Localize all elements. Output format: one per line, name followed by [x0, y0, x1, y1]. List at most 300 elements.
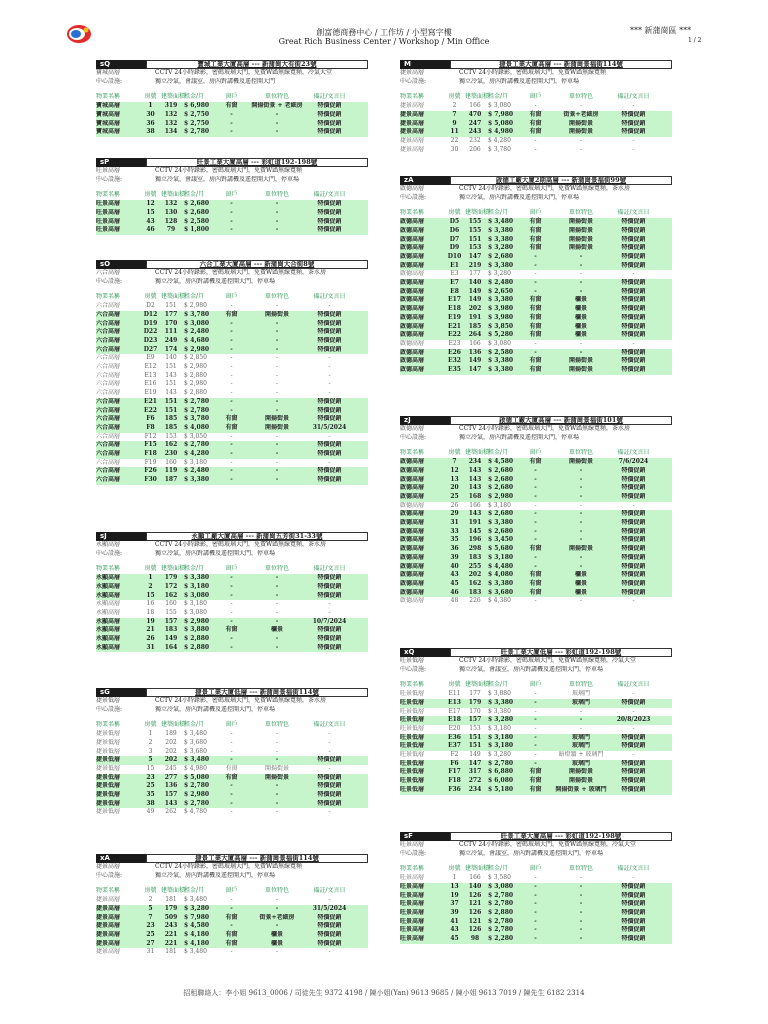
table-row[interactable]: [400, 734, 672, 743]
table-cell: 特價促銷: [621, 579, 646, 587]
table-row[interactable]: [400, 716, 672, 725]
table-row[interactable]: [400, 597, 672, 606]
table-row[interactable]: [400, 236, 672, 245]
table-cell: 48: [450, 597, 459, 605]
table-cell: -: [275, 200, 279, 208]
table-cell: 六合高層: [96, 310, 121, 318]
table-cell: -: [534, 519, 537, 527]
table-row[interactable]: [96, 102, 368, 111]
center-facility-label: 中心設施:: [400, 77, 427, 85]
table-cell: E21: [448, 322, 461, 330]
table-row[interactable]: [400, 768, 672, 777]
table-cell: 特價促銷: [621, 935, 646, 943]
table-row[interactable]: [400, 918, 672, 927]
facility-value: CCTV 24小時錄影，密碼玻璃大門，免費Wifi無線寬頻，茶水房: [155, 269, 327, 276]
table-cell: 旺景低層: [400, 759, 425, 767]
table-row[interactable]: [96, 328, 368, 337]
table-cell: 特價促銷: [317, 200, 342, 208]
block-code: xA: [96, 854, 146, 863]
table-cell: 172: [164, 582, 178, 590]
table-cell: -: [632, 145, 635, 153]
table-row[interactable]: [400, 270, 672, 279]
table-cell: $ 3,780: [184, 415, 210, 423]
table-cell: 特價促銷: [621, 562, 646, 570]
table-cell: 140: [468, 882, 482, 890]
table-row[interactable]: [96, 635, 368, 644]
table-cell: -: [328, 432, 331, 440]
table-cell: 509: [164, 913, 178, 921]
table-cell: -: [632, 690, 635, 698]
table-cell: -: [275, 432, 279, 440]
table-row[interactable]: [400, 935, 672, 944]
table-row[interactable]: [400, 137, 672, 146]
table-row[interactable]: [400, 892, 672, 901]
table-cell: 特價促銷: [621, 348, 646, 356]
table-cell: $ 4,180: [184, 939, 210, 947]
table-row[interactable]: [400, 563, 672, 572]
table-row[interactable]: [96, 450, 368, 459]
center-facility-value: 獨立冷氣，房內對講機及遙控開大門，停車場: [459, 433, 580, 441]
table-cell: $ 5,280: [488, 331, 514, 339]
table-row[interactable]: [400, 262, 672, 271]
table-cell: 有窗: [225, 930, 238, 938]
table-cell: $ 2,780: [488, 891, 514, 899]
building-name: 捷景工業大廈低層 --- 新蒲崗景福街114號: [146, 688, 368, 697]
table-cell: 六合高層: [96, 423, 121, 431]
table-cell: 185: [164, 423, 178, 431]
table-row[interactable]: [400, 900, 672, 909]
block-header: [96, 532, 368, 541]
table-cell: $ 3,380: [184, 476, 210, 484]
table-row[interactable]: [96, 765, 368, 774]
table-cell: 179: [164, 904, 178, 912]
table-cell: 153: [469, 724, 481, 732]
table-row[interactable]: [96, 592, 368, 601]
center-facility-value: 獨立冷氣，房內對講機及遙控開大門，停車場: [155, 871, 276, 879]
table-cell: 特價促銷: [317, 110, 342, 118]
table-row[interactable]: [400, 146, 672, 155]
table-cell: E19: [448, 313, 461, 321]
table-row[interactable]: [96, 644, 368, 653]
table-row[interactable]: [96, 415, 368, 424]
table-row[interactable]: [400, 777, 672, 786]
table-row[interactable]: [96, 626, 368, 635]
column-header: 物業名稱: [400, 93, 425, 101]
table-cell: 45: [450, 579, 459, 587]
table-row[interactable]: [400, 314, 672, 323]
table-cell: 22: [450, 136, 459, 144]
table-cell: $ 3,480: [184, 896, 207, 904]
table-row[interactable]: [96, 218, 368, 227]
table-row[interactable]: [400, 519, 672, 528]
table-row[interactable]: [96, 363, 368, 372]
table-cell: -: [632, 724, 635, 732]
table-cell: $ 2,780: [184, 128, 210, 136]
table-cell: $ 4,280: [488, 136, 511, 144]
table-cell: E13: [144, 371, 157, 379]
block-code: sJ: [96, 532, 146, 541]
table-cell: 特價促銷: [317, 913, 342, 921]
table-row[interactable]: [400, 296, 672, 305]
column-header: 單位特色: [264, 721, 289, 729]
table-cell: 221: [164, 939, 178, 947]
table-row[interactable]: [400, 128, 672, 137]
table-cell: 155: [468, 218, 482, 226]
center-facility-line: [400, 850, 672, 859]
table-cell: 255: [468, 562, 482, 570]
table-cell: 202: [165, 747, 177, 755]
table-row[interactable]: [96, 914, 368, 923]
table-cell: -: [579, 519, 583, 527]
table-cell: E8: [450, 287, 459, 295]
table-row[interactable]: [96, 931, 368, 940]
table-row[interactable]: [400, 467, 672, 476]
table-cell: -: [230, 450, 233, 458]
table-cell: -: [579, 501, 583, 509]
table-cell: 181: [165, 896, 177, 904]
table-cell: E18: [448, 716, 461, 724]
center-facility-label: 中心設施:: [96, 175, 123, 183]
table-row[interactable]: [96, 791, 368, 800]
table-row[interactable]: [96, 774, 368, 783]
table-cell: D9: [449, 244, 460, 252]
table-cell: $ 2,880: [488, 908, 514, 916]
table-row[interactable]: [400, 331, 672, 340]
table-cell: 35: [146, 791, 155, 799]
table-cell: -: [632, 707, 635, 715]
column-header: 單位特色: [568, 681, 593, 689]
table-row[interactable]: [96, 398, 368, 407]
table-cell: 旺景低層: [400, 716, 425, 724]
center-facility-value: 獨立冷氣，房內對講機及遙控開大門，停車場: [459, 193, 580, 201]
table-row[interactable]: [96, 311, 368, 320]
table-cell: -: [230, 354, 233, 362]
table-cell: -: [534, 900, 537, 908]
table-row[interactable]: [96, 782, 368, 791]
table-cell: 2: [148, 896, 153, 904]
table-row[interactable]: [400, 323, 672, 332]
table-cell: -: [230, 747, 233, 755]
table-row[interactable]: [400, 874, 672, 883]
table-cell: $ 3,850: [488, 322, 514, 330]
facility-line: [400, 425, 672, 434]
table-row[interactable]: [96, 922, 368, 931]
table-cell: -: [275, 467, 279, 475]
table-cell: 永顯高層: [96, 600, 121, 608]
table-row[interactable]: [400, 786, 672, 795]
table-cell: 特價促銷: [621, 218, 646, 226]
table-row[interactable]: [400, 493, 672, 502]
table-cell: $ 7,980: [488, 110, 514, 118]
table-row[interactable]: [96, 226, 368, 235]
column-header: 備註/文言日: [313, 565, 346, 573]
table-row[interactable]: [96, 372, 368, 381]
table-cell: E36: [448, 733, 461, 741]
table-row[interactable]: [96, 905, 368, 914]
column-header: 房號: [144, 191, 157, 199]
table-row[interactable]: [96, 424, 368, 433]
table-row[interactable]: [96, 748, 368, 757]
table-cell: 特價促銷: [621, 900, 646, 908]
table-cell: 特價促銷: [317, 791, 342, 799]
table-cell: -: [275, 635, 279, 643]
table-row[interactable]: [96, 940, 368, 949]
table-row[interactable]: [400, 580, 672, 589]
table-row[interactable]: [400, 536, 672, 545]
table-row[interactable]: [400, 699, 672, 708]
table-cell: 特價促銷: [317, 397, 342, 405]
table-cell: 317: [468, 768, 482, 776]
table-cell: 永顯高層: [96, 635, 121, 643]
facility-label: 捷景高層: [400, 69, 425, 76]
center-facility-label: 中心設施:: [96, 549, 123, 557]
table-cell: 啟德高層: [400, 296, 425, 304]
column-header: 物業名稱: [400, 209, 425, 217]
table-row[interactable]: [96, 407, 368, 416]
table-row[interactable]: [400, 305, 672, 314]
table-cell: -: [230, 328, 233, 336]
table-cell: 有窗: [529, 244, 542, 252]
table-row[interactable]: [400, 909, 672, 918]
column-header: 租金/月: [184, 191, 205, 199]
table-cell: E17: [448, 707, 461, 715]
table-cell: -: [632, 136, 635, 144]
table-row[interactable]: [96, 574, 368, 583]
table-cell: 206: [469, 145, 481, 153]
table-cell: 143: [164, 799, 178, 807]
table-cell: 開揚街景: [568, 119, 593, 127]
table-row[interactable]: [400, 458, 672, 467]
table-row[interactable]: [400, 725, 672, 734]
table-cell: -: [230, 808, 233, 816]
table-row[interactable]: [400, 340, 672, 349]
table-row[interactable]: [400, 589, 672, 598]
table-row[interactable]: [400, 751, 672, 760]
column-header: 建築面積: [161, 887, 186, 895]
column-header: 單位特色: [568, 449, 593, 457]
table-cell: -: [230, 635, 233, 643]
table-cell: E13: [448, 698, 461, 706]
table-cell: 9: [452, 119, 457, 127]
table-cell: 3: [148, 747, 153, 755]
table-cell: 25: [146, 782, 155, 790]
facility-label: 六合高層: [96, 269, 121, 276]
table-row[interactable]: [400, 218, 672, 227]
table-cell: 177: [469, 270, 481, 278]
column-header: 單位特色: [264, 293, 289, 301]
table-cell: 旺景高層: [96, 208, 121, 216]
table-cell: E17: [448, 296, 461, 304]
table-header: [96, 293, 368, 302]
table-cell: $ 2,680: [488, 466, 514, 474]
table-cell: F26: [144, 467, 157, 475]
table-row[interactable]: [96, 467, 368, 476]
table-row[interactable]: [96, 128, 368, 137]
table-row[interactable]: [96, 389, 368, 398]
table-cell: 欄景: [574, 305, 587, 313]
table-row[interactable]: [96, 111, 368, 120]
table-cell: 151: [164, 406, 178, 414]
table-row[interactable]: [96, 433, 368, 442]
table-row[interactable]: [400, 357, 672, 366]
table-row[interactable]: [96, 739, 368, 748]
column-header: 建築面積: [161, 93, 186, 101]
table-cell: 捷景高層: [96, 922, 121, 930]
table-row[interactable]: [96, 209, 368, 218]
table-row[interactable]: [96, 354, 368, 363]
table-cell: 特價促銷: [317, 582, 342, 590]
table-row[interactable]: [96, 302, 368, 311]
table-row[interactable]: [96, 476, 368, 485]
table-cell: 捷景低層: [96, 791, 121, 799]
table-row[interactable]: [96, 583, 368, 592]
table-row[interactable]: [96, 459, 368, 468]
table-cell: 7/6/2024: [618, 458, 649, 466]
table-cell: 179: [468, 698, 482, 706]
table-cell: 特價促銷: [317, 450, 342, 458]
table-cell: -: [328, 764, 331, 772]
table-cell: 31: [146, 643, 155, 651]
table-cell: 7: [452, 110, 457, 118]
table-cell: -: [275, 128, 279, 136]
column-header: 房號: [144, 293, 157, 301]
table-row[interactable]: [96, 600, 368, 609]
table-row[interactable]: [400, 883, 672, 892]
table-cell: -: [579, 102, 583, 110]
table-cell: -: [579, 466, 583, 474]
table-cell: 旺景低層: [400, 690, 425, 698]
table-row[interactable]: [400, 708, 672, 717]
table-row[interactable]: [400, 244, 672, 253]
table-cell: $ 2,680: [488, 484, 514, 492]
table-row[interactable]: [400, 484, 672, 493]
table-cell: 特價促銷: [621, 331, 646, 339]
table-cell: -: [579, 527, 583, 535]
table-cell: 旺景高層: [400, 926, 425, 934]
table-cell: -: [230, 217, 233, 225]
table-cell: -: [275, 336, 279, 344]
table-cell: -: [534, 348, 537, 356]
table-cell: 162: [468, 579, 482, 587]
block-code: sP: [96, 158, 146, 167]
table-cell: 特價促銷: [621, 261, 646, 269]
table-cell: -: [579, 891, 583, 899]
table-row[interactable]: [400, 926, 672, 935]
table-row[interactable]: [96, 337, 368, 346]
table-row[interactable]: [96, 320, 368, 329]
table-row[interactable]: [96, 200, 368, 209]
table-row[interactable]: [400, 528, 672, 537]
building-name: 旺景工業大廈高層 --- 彩虹道192-198號: [450, 832, 672, 841]
table-cell: 25: [146, 930, 155, 938]
column-header: 租金/月: [184, 565, 205, 573]
table-cell: 40: [450, 562, 459, 570]
table-cell: -: [230, 226, 233, 234]
table-cell: -: [275, 119, 279, 127]
table-row[interactable]: [400, 510, 672, 519]
table-cell: -: [534, 597, 537, 605]
table-cell: 有窗: [225, 764, 238, 772]
table-cell: 有窗: [529, 571, 542, 579]
column-header: 單位特色: [264, 565, 289, 573]
table-row[interactable]: [96, 346, 368, 355]
table-cell: 旺景低層: [400, 742, 425, 750]
table-row[interactable]: [96, 380, 368, 389]
table-cell: 欄景: [270, 939, 283, 947]
table-row[interactable]: [96, 808, 368, 817]
table-cell: 132: [164, 200, 178, 208]
table-row[interactable]: [400, 120, 672, 129]
table-row[interactable]: [96, 756, 368, 765]
table-cell: 玻璃門: [571, 698, 590, 706]
table-cell: $ 2,750: [184, 119, 210, 127]
table-cell: -: [534, 484, 537, 492]
table-row[interactable]: [400, 690, 672, 699]
table-cell: 有窗: [529, 579, 542, 587]
table-row[interactable]: [96, 896, 368, 905]
table-cell: 捷景高層: [400, 110, 425, 118]
table-cell: 特價促銷: [621, 519, 646, 527]
table-cell: 啟德高層: [400, 562, 425, 570]
table-row[interactable]: [400, 554, 672, 563]
block-code: zA: [400, 176, 450, 185]
table-cell: 185: [468, 322, 482, 330]
table-cell: -: [328, 363, 331, 371]
table-cell: 153: [468, 244, 482, 252]
table-cell: 41: [450, 917, 459, 925]
table-cell: -: [275, 208, 279, 216]
table-row[interactable]: [96, 948, 368, 957]
table-row[interactable]: [400, 502, 672, 511]
column-header: 房號: [448, 865, 461, 873]
table-cell: 開揚街景: [568, 226, 593, 234]
table-row[interactable]: [96, 441, 368, 450]
table-row[interactable]: [400, 545, 672, 554]
table-cell: -: [275, 922, 279, 930]
table-cell: 151: [468, 235, 482, 243]
table-cell: 15: [146, 591, 155, 599]
table-cell: -: [579, 707, 583, 715]
table-cell: -: [275, 371, 279, 379]
table-row[interactable]: [400, 279, 672, 288]
table-cell: 1: [452, 874, 457, 882]
table-row[interactable]: [400, 571, 672, 580]
table-cell: 特價促銷: [621, 536, 646, 544]
table-row[interactable]: [400, 111, 672, 120]
table-row[interactable]: [400, 102, 672, 111]
table-row[interactable]: [96, 730, 368, 739]
table-cell: E20: [448, 724, 461, 732]
table-cell: 166: [469, 501, 481, 509]
column-header: 房號: [144, 565, 157, 573]
table-row[interactable]: [400, 476, 672, 485]
table-cell: -: [275, 450, 279, 458]
center-facility-line: [96, 550, 368, 559]
table-cell: 旺景高層: [400, 874, 425, 882]
table-cell: $ 3,880: [488, 690, 511, 698]
column-header: 租金/月: [488, 209, 509, 217]
table-cell: 特價促銷: [317, 226, 342, 234]
table-row[interactable]: [400, 227, 672, 236]
table-row[interactable]: [96, 609, 368, 618]
table-row[interactable]: [96, 120, 368, 129]
table-row[interactable]: [400, 742, 672, 751]
column-header: 物業名稱: [96, 93, 121, 101]
table-cell: 特價促銷: [317, 406, 342, 414]
table-row[interactable]: [400, 253, 672, 262]
table-row[interactable]: [400, 366, 672, 375]
table-row[interactable]: [96, 800, 368, 809]
